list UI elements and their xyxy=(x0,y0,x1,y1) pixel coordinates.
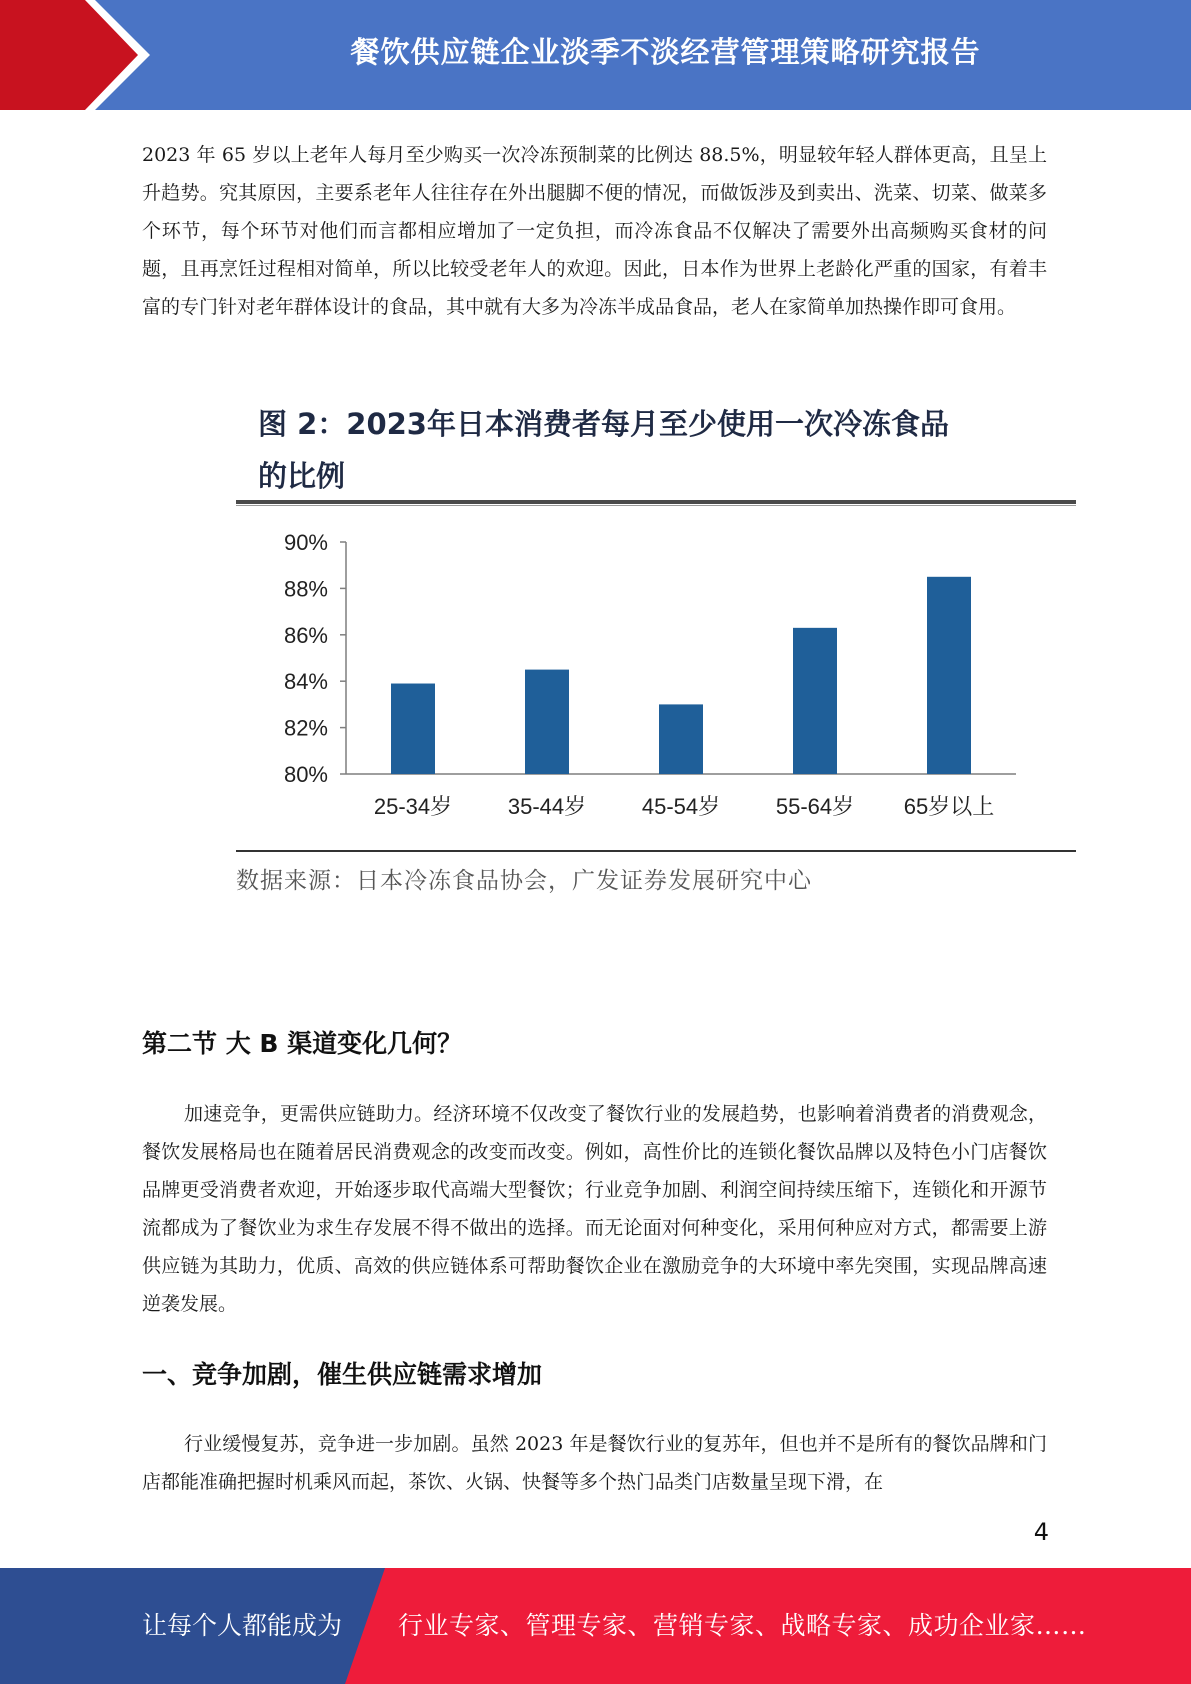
x-tick-label: 65岁以上 xyxy=(903,794,995,819)
y-tick-label: 84% xyxy=(283,669,328,695)
x-tick-label: 35-44岁 xyxy=(507,794,587,819)
footer-slogan-left: 让每个人都能成为 xyxy=(142,1611,343,1640)
footer-slogan-right: 行业专家、管理专家、营销专家、战略专家、成功企业家…… xyxy=(398,1611,1087,1640)
y-tick-label: 82% xyxy=(283,715,328,741)
subsection-1-title: 一、竞争加剧，催生供应链需求增加 xyxy=(142,1360,543,1389)
y-tick-label: 90% xyxy=(283,530,328,555)
figure-title-line-2: 的比例 xyxy=(258,459,346,493)
paragraph-supply-chain-competition: 加速竞争，更需供应链助力。经济环境不仅改变了餐饮行业的发展趋势，也影响着消费者的消费观念，餐饮发展格局也在随着居民消费观念的改变而改变。例如，高性价比的连锁化餐饮品牌以及特色小门店餐饮品牌更受消费者欢迎，开始逐步取代高端大型餐饮；行业竞争加剧、利润空间持续压缩下，连锁化和开源节流都成为了餐饮业为求生存发展不得不做出的选择。而无论面对何种变化，采用何种应对方式，都需要上游供应链为其助力，优质、高效的供应链体系可帮助餐饮企业在激励竞争的大环境中率先突围，实现品牌高速逆袭发展。 xyxy=(142,1103,1047,1315)
paragraph-elderly-frozen-food: 2023 年 65 岁以上老年人每月至少购买一次冷冻预制菜的比例达 88.5%，明显较年轻人群体更高，且呈上升趋势。究其原因，主要系老年人往往存在外出腿脚不便的情况，而做饭涉及到卖出、洗菜、切菜、做菜多个环节，每个环节对他们而言都相应增加了一定负担，而冷冻食品不仅解决了需要外出高频购买食材的问题，且再烹饪过程相对简单，所以比较受老年人的欢迎。因此，日本作为世界上老龄化严重的国家，有着丰富的专门针对老年群体设计的食品，其中就有大多为冷冻半成品食品，老人在家简单加热操作即可食用。 xyxy=(142,144,1047,318)
header-title: 餐饮供应链企业淡季不淡经营管理策略研究报告 xyxy=(350,35,981,69)
bar-chart xyxy=(236,510,1076,840)
page-header xyxy=(0,0,1191,110)
figure-bottom-rule xyxy=(236,850,1076,852)
figure-title-line-1: 图 2：2023年日本消费者每月至少使用一次冷冻食品 xyxy=(258,407,949,441)
x-tick-label: 25-34岁 xyxy=(373,794,453,819)
header-arrow-red xyxy=(0,0,140,110)
y-tick-label: 86% xyxy=(283,622,328,648)
page-number: 4 xyxy=(1033,1518,1049,1546)
section-2-title: 第二节 大 B 渠道变化几何？ xyxy=(142,1029,463,1058)
figure-title-rule xyxy=(236,500,1076,504)
x-tick-label: 45-54岁 xyxy=(641,794,721,819)
bar xyxy=(525,670,569,774)
y-tick-label: 80% xyxy=(283,762,328,787)
figure-2 xyxy=(236,390,1076,910)
bar xyxy=(927,577,971,774)
x-tick-label: 55-64岁 xyxy=(775,794,855,819)
figure-title xyxy=(258,398,1058,502)
bar xyxy=(391,684,435,774)
paragraph-industry-recovery: 行业缓慢复苏，竞争进一步加剧。虽然 2023 年是餐饮行业的复苏年，但也并不是所有的餐饮品牌和门店都能准确把握时机乘风而起，茶饮、火锅、快餐等多个热门品类门店数量呈现下滑，在 xyxy=(142,1433,1047,1493)
bar xyxy=(659,704,703,774)
y-tick-label: 88% xyxy=(283,576,328,602)
bar xyxy=(793,628,837,774)
figure-source: 数据来源：日本冷冻食品协会，广发证券发展研究中心 xyxy=(236,868,812,894)
page-footer xyxy=(0,1568,1191,1684)
figure-title-rule-thin xyxy=(236,505,1076,506)
